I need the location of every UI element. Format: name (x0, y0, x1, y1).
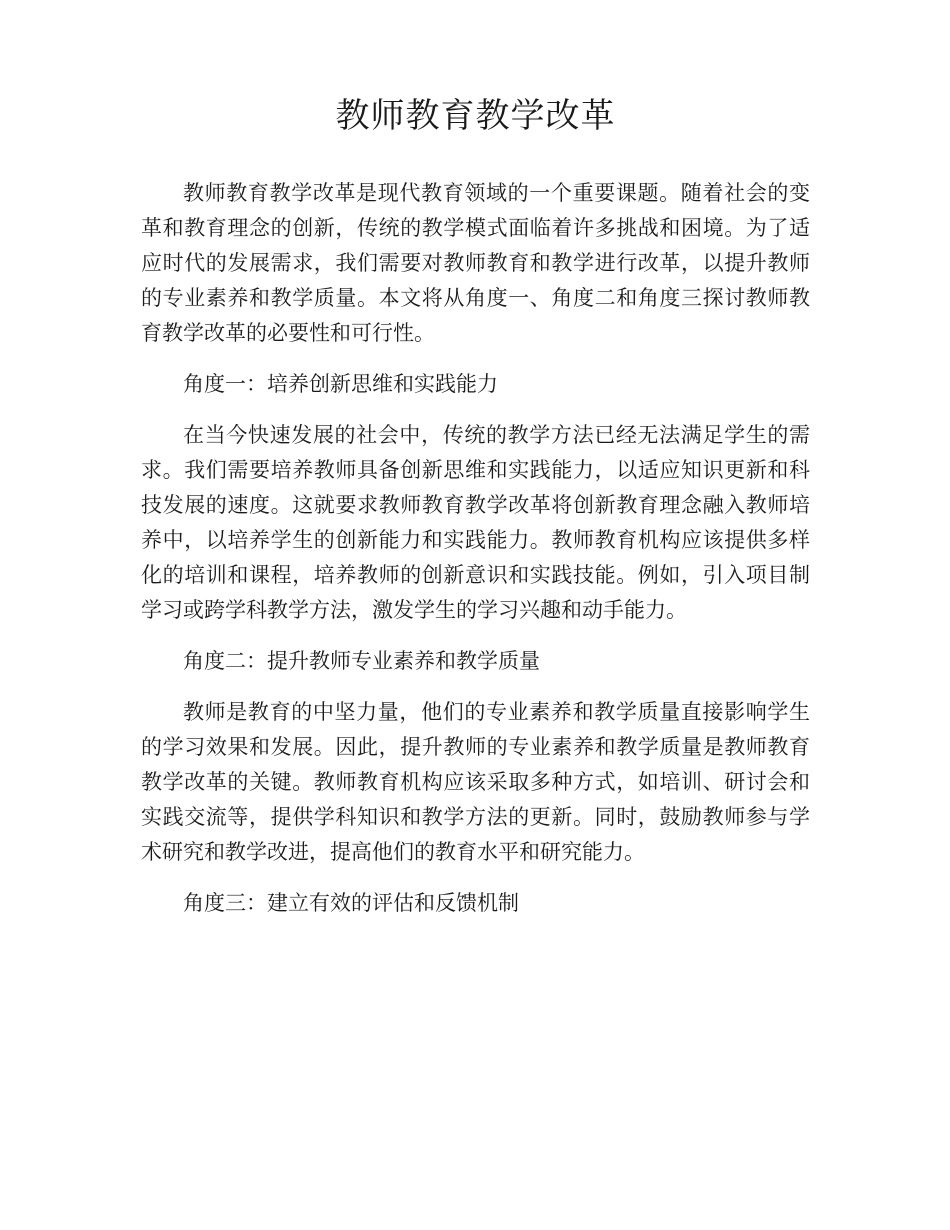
section-heading-1: 角度一：培养创新思维和实践能力 (183, 372, 498, 396)
intro-paragraph: 教师教育教学改革是现代教育领域的一个重要课题。随着社会的变革和教育理念的创新，传统的教学模式面临着许多挑战和困境。为了适应时代的发展需求，我们需要对教师教育和教学进行改革，以提升教师的专业素养和教学质量。本文将从角度一、角度二和角度三探讨教师教育教学改革的必要性和可行性。 (141, 181, 810, 345)
section-heading-3: 角度三：建立有效的评估和反馈机制 (183, 891, 519, 915)
document-title: 教师教育教学改革 (335, 96, 616, 136)
section-body-1: 在当今快速发展的社会中，传统的教学方法已经无法满足学生的需求。我们需要培养教师具备创新思维和实践能力，以适应知识更新和科技发展的速度。这就要求教师教育教学改革将创新教育理念融入教师培养中，以培养学生的创新能力和实践能力。教师教育机构应该提供多样化的培训和课程，培养教师的创新意识和实践技能。例如，引入项目制学习或跨学科教学方法，激发学生的学习兴趣和动手能力。 (141, 423, 810, 622)
section-heading-2: 角度二：提升教师专业素养和教学质量 (183, 649, 540, 673)
section-body-2: 教师是教育的中坚力量，他们的专业素养和教学质量直接影响学生的学习效果和发展。因此，提升教师的专业素养和教学质量是教师教育教学改革的关键。教师教育机构应该采取多种方式，如培训、研讨会和实践交流等，提供学科知识和教学方法的更新。同时，鼓励教师参与学术研究和教学改进，提高他们的教育水平和研究能力。 (141, 700, 810, 864)
